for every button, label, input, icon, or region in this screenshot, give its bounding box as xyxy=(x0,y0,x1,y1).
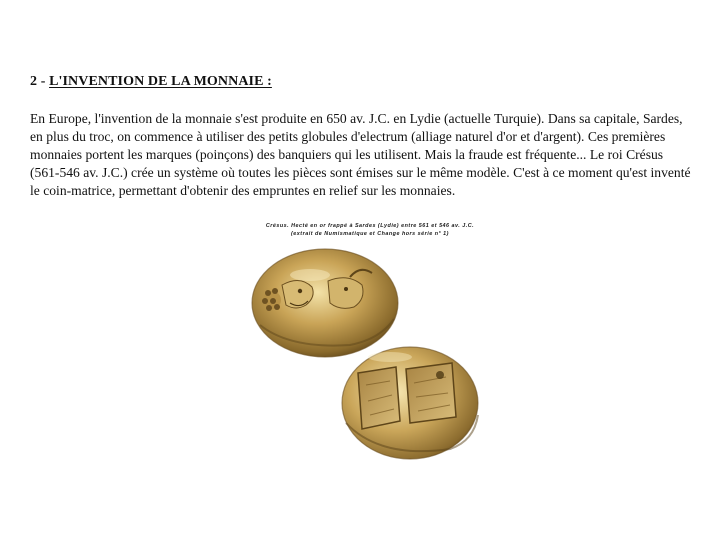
section-number: 2 - xyxy=(30,74,50,89)
section-heading xyxy=(30,74,272,90)
section-title: L'INVENTION DE LA MONNAIE : xyxy=(49,74,272,89)
croesus-coins-image xyxy=(250,245,480,465)
caption-line-1: Crésus. Hecté en or frappé à Sardes (Lydie) entre 561 et 546 av. J.C. xyxy=(265,223,475,229)
coin-reverse xyxy=(342,347,478,459)
coin-obverse xyxy=(252,249,398,357)
caption-line-2: (extrait de Numismatique et Change hors série n° 1) xyxy=(291,231,449,237)
image-caption xyxy=(205,222,535,238)
body-paragraph: En Europe, l'invention de la monnaie s'est produite en 650 av. J.C. en Lydie (actuelle Turquie). Dans sa capitale, Sardes, en plus du troc, on commence à utiliser des petits globules d'electrum (alliage naturel d'or et d'argent). Ces premières monnaies portent les marques (poinçons) des banquiers qui les utilisent. Mais la fraude est fréquente... Le roi Crésus (561-546 av. J.C.) crée un système où toutes les pièces sont émises sur le même modèle. C'est à ce moment qu'est inventé le coin-matrice, permettant d'obtenir des empruntes en relief sur les monnaies. xyxy=(30,111,691,198)
